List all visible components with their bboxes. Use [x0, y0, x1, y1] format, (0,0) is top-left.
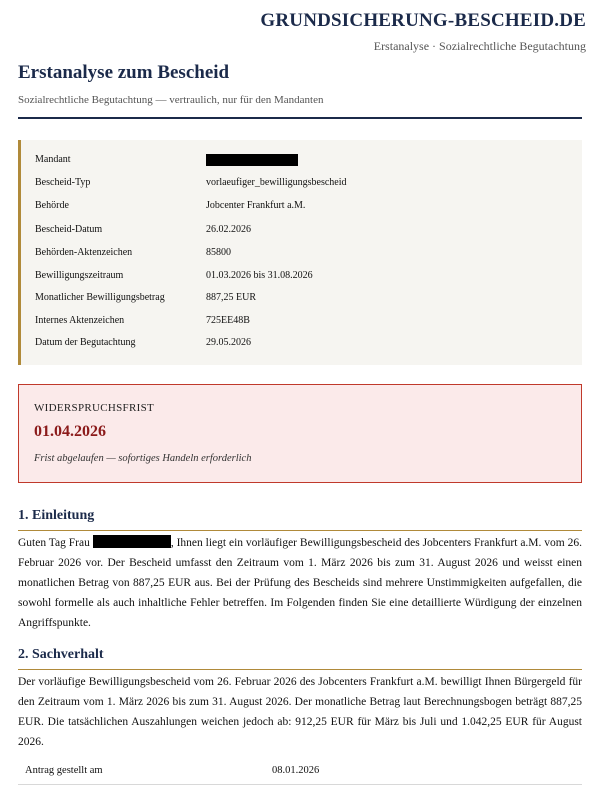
section-divider — [18, 530, 582, 531]
intro-text: , Ihnen liegt ein vorläufiger Bewilligungsbescheid des Jobcenters Frankfurt a.M. vom 26. Februar 2026 vor. Der Bescheid umfasst den Zeitraum vom 1. März 2026 bis zum 31. August 2026 und weisst einen monatlichen Betrag von 887,25 EUR aus. Bei der Prüfung des Bescheids sind mehrere Unstimmigkeiten aufgefallen, die sowohl formelle als auch inhaltliche Fehler betreffen. Im Folgenden finden Sie eine detaillierte Würdigung der einzelnen Angriffspunkte. — [18, 537, 582, 629]
facts-row — [18, 758, 582, 785]
deadline-alert — [18, 384, 582, 483]
info-value: 01.03.2026 bis 31.08.2026 — [206, 270, 313, 281]
alert-note: Frist abgelaufen — sofortiges Handeln erforderlich — [34, 453, 252, 464]
section-heading-sachverhalt: 2. Sachverhalt — [18, 647, 104, 662]
section-text-einleitung — [18, 533, 582, 633]
deadline-date: 01.04.2026 — [34, 423, 106, 440]
greeting: Guten Tag Frau — [18, 537, 90, 549]
info-label: Internes Aktenzeichen — [35, 315, 125, 326]
section-heading-einleitung: 1. Einleitung — [18, 508, 95, 523]
brand-logo-text[interactable]: GRUNDSICHERUNG-BESCHEID.DE — [260, 10, 586, 31]
info-label: Behörden-Aktenzeichen — [35, 247, 133, 258]
info-label: Monatlicher Bewilligungsbetrag — [35, 292, 165, 303]
brand-subtitle: Erstanalyse · Sozialrechtliche Begutachtung — [373, 39, 586, 53]
page-title: Erstanalyse zum Bescheid — [18, 62, 230, 83]
info-value: vorlaeufiger_bewilligungsbescheid — [206, 177, 347, 188]
info-value-redacted — [206, 154, 298, 166]
info-value: 26.02.2026 — [206, 224, 251, 235]
title-divider — [18, 117, 582, 119]
fact-value: 08.01.2026 — [272, 765, 320, 776]
redaction-bar — [206, 154, 298, 166]
info-label: Bewilligungszeitraum — [35, 270, 124, 281]
info-label: Bescheid-Typ — [35, 177, 91, 188]
alert-label: WIDERSPRUCHSFRIST — [34, 402, 155, 414]
case-info-box — [18, 140, 582, 365]
info-label: Bescheid-Datum — [35, 224, 103, 235]
info-value: 85800 — [206, 247, 231, 258]
fact-label: Antrag gestellt am — [25, 765, 103, 776]
info-value: 29.05.2026 — [206, 337, 251, 348]
page-subtitle: Sozialrechtliche Begutachtung — vertraulich, nur für den Mandanten — [18, 94, 324, 106]
section-text-sachverhalt: Der vorläufige Bewilligungsbescheid vom 26. Februar 2026 des Jobcenters Frankfurt a.M. bewilligt Ihnen Bürgergeld für den Zeitraum vom 1. März 2026 bis zum 31. August 2026. Der monatliche Betrag laut Berechnungsbogen beträgt 887,25 EUR. Die tatsächlichen Auszahlungen weichen jedoch ab: 912,25 EUR für März bis Juli und 1.042,25 EUR für August 2026. — [18, 676, 582, 748]
info-value: 887,25 EUR — [206, 292, 256, 303]
section-divider — [18, 669, 582, 670]
info-label: Mandant — [35, 154, 71, 165]
info-value: Jobcenter Frankfurt a.M. — [206, 200, 306, 211]
redaction-bar — [93, 535, 171, 548]
info-value: 725EE48B — [206, 315, 250, 326]
info-label: Datum der Begutachtung — [35, 337, 136, 348]
info-label: Behörde — [35, 200, 69, 211]
